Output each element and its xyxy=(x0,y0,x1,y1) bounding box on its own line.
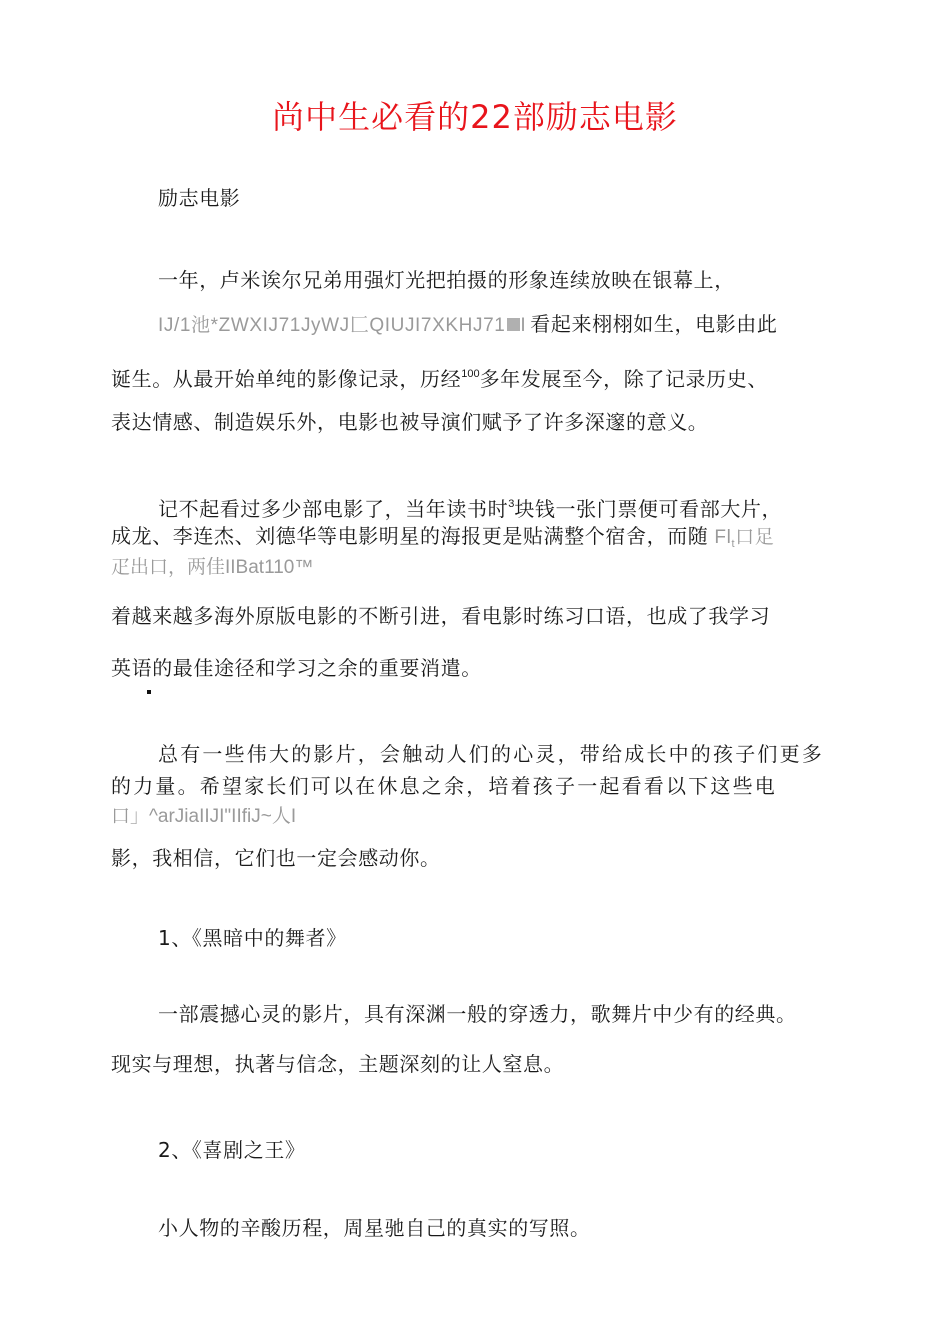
item-1-line-1: 一部震撼心灵的影片，具有深渊一般的穿透力，歌舞片中少有的经典。 xyxy=(158,1002,797,1026)
p2-line-5: 英语的最佳途径和学习之余的重要消遣。 xyxy=(111,656,482,680)
ocr-artifact-text: IJ/1池*ZWXIJ71JyWJ匚QIUJI7XKHJ71 xyxy=(158,315,506,336)
p2-line-1-number: 3 xyxy=(508,498,515,510)
p2-line-1 xyxy=(158,490,782,523)
p2-line-1-a: 记不起看过多少部电影了，当年读书时 xyxy=(158,497,509,521)
p1-line-2-text: 看起来栩栩如生，电影由此 xyxy=(530,312,778,336)
p1-line-2 xyxy=(158,310,778,340)
p2-artifact-sub: t xyxy=(731,538,736,550)
bullet-dot xyxy=(147,690,151,694)
p1-line-3 xyxy=(111,360,768,393)
p3-line-4: 影，我相信，它们也一定会感动你。 xyxy=(111,846,441,870)
ocr-artifact-tail: I xyxy=(520,315,527,336)
p2-artifact-b: 口足 xyxy=(735,527,775,548)
p2-artifact-a: Fl xyxy=(714,527,732,548)
p2-line-2-artifact xyxy=(714,527,774,548)
p1-line-3-a: 诞生。从最开始单纯的影像记录，历经 xyxy=(111,367,462,391)
p2-line-2 xyxy=(111,522,774,558)
p2-line-4: 着越来越多海外原版电影的不断引进，看电影时练习口语，也成了我学习 xyxy=(111,604,771,628)
p2-line-3-artifact: 疋出口，两佳IIBat110™ xyxy=(111,557,314,578)
item-1-line-2: 现实与理想，执著与信念，主题深刻的让人窒息。 xyxy=(111,1052,565,1076)
document-title: 尚中生必看的22部励志电影 xyxy=(272,98,678,136)
p2-line-1-b: 块钱一张门票便可看部大片， xyxy=(514,497,783,521)
section-label: 励志电影 xyxy=(158,186,241,210)
p1-line-4: 表达情感、制造娱乐外，电影也被导演们赋予了许多深邃的意义。 xyxy=(111,410,709,434)
item-1-heading: 1、《黑暗中的舞者》 xyxy=(158,926,347,950)
p1-line-3-number: 100 xyxy=(461,368,480,380)
item-2-line-1: 小人物的辛酸历程，周星驰自己的真实的写照。 xyxy=(158,1216,591,1240)
p1-line-1: 一年，卢米诶尔兄弟用强灯光把拍摄的形象连续放映在银幕上， xyxy=(158,268,735,292)
p3-line-1: 总有一些伟大的影片，会触动人们的心灵，带给成长中的孩子们更多 xyxy=(158,742,824,766)
ocr-artifact-block-icon xyxy=(507,318,520,331)
p3-line-3-artifact: 口」^arJiaIIJI"IIfiJ~人I xyxy=(111,806,297,827)
p3-line-2: 的力量。希望家长们可以在休息之余，培着孩子一起看看以下这些电 xyxy=(111,774,777,798)
p2-line-2-text: 成龙、李连杰、刘德华等电影明星的海报更是贴满整个宿舍，而随 xyxy=(111,524,709,548)
item-2-heading: 2、《喜剧之王》 xyxy=(158,1138,306,1162)
p1-line-3-b: 多年发展至今，除了记录历史、 xyxy=(479,367,768,391)
